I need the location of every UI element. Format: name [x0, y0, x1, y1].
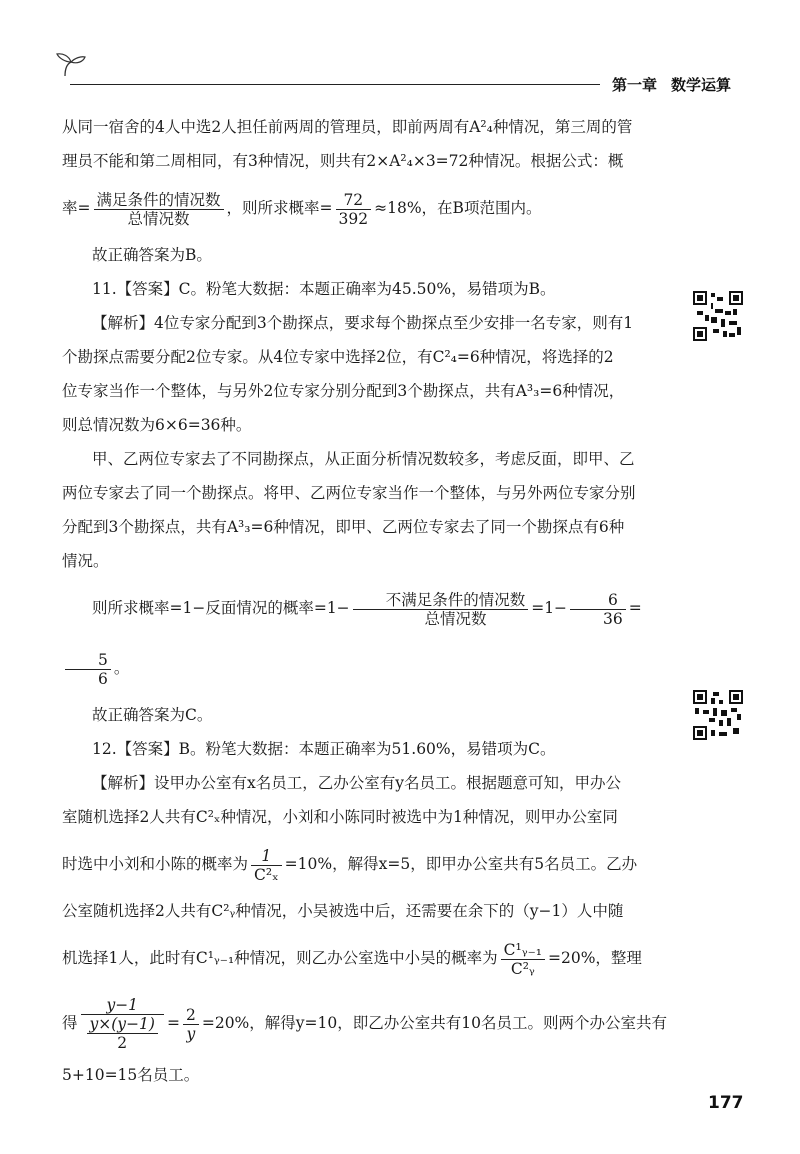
chapter-heading: [612, 74, 731, 95]
fraction: $\frac{\text{不满足条件的情况数}}{\text{总情况数}}$: [353, 591, 529, 628]
text-line: 【解析】4位专家分配到3个勘探点，要求每个勘探点至少安排一名专家，则有1: [92, 314, 634, 332]
fraction: $\frac{\text{C¹ᵧ₋₁}}{\text{C²ᵧ}}$: [501, 941, 545, 978]
fraction: $\frac{y-1}{\frac{y\times(y-1)}{2}}$: [81, 996, 164, 1052]
qr-code-icon[interactable]: [693, 690, 743, 740]
fraction: $\frac{72}{392}$: [336, 191, 372, 228]
fraction: $\frac{2}{y}$: [183, 1006, 199, 1043]
header-rule: [70, 84, 600, 85]
text-line: 公室随机选择2人共有C²ᵧ种情况，小吴被选中后，还需要在余下的（y−1）人中随: [62, 902, 624, 920]
page-header: [0, 0, 800, 100]
text-line: 故正确答案为B。: [92, 246, 212, 264]
text-line: 理员不能和第二周相同，有3种情况，则共有2×A²₄×3=72种情况。根据公式：概: [62, 152, 624, 170]
text-line: 故正确答案为C。: [92, 706, 213, 724]
fraction: $\frac{\text{满足条件的情况数}}{\text{总情况数}}$: [94, 191, 224, 228]
fraction: $\frac{5}{6}$: [65, 651, 111, 688]
text-line: 【解析】设甲办公室有x名员工，乙办公室有y名员工。根据题意可知，甲办公: [92, 774, 622, 792]
text-line: 两位专家去了同一个勘探点。将甲、乙两位专家当作一个整体，与另外两位专家分别: [62, 484, 636, 502]
text-line: 甲、乙两位专家去了不同勘探点，从正面分析情况数较多，考虑反面，即甲、乙: [92, 450, 635, 468]
chapter-number: 第一章: [612, 76, 658, 94]
text-line: 则总情况数为6×6=36种。: [62, 416, 252, 434]
formula-line: 时选中小刘和小陈的概率为 $\frac{1}{\text{C²ₓ}}$ =10%，解得x=5，即甲办公室共有5名员工。乙办: [62, 846, 638, 884]
fraction: $\frac{1}{\text{C²ₓ}}$: [251, 847, 282, 884]
text-line: 个勘探点需要分配2位专家。从4位专家中选择2位，有C²₄=6种情况，将选择的2: [62, 348, 614, 366]
sprout-icon: [55, 50, 95, 80]
text-line: 情况。: [62, 552, 109, 570]
text-line: 从同一宿舍的4人中选2人担任前两周的管理员，即前两周有A²₄种情况，第三周的管: [62, 118, 633, 136]
text-line: 室随机选择2人共有C²ₓ种情况，小刘和小陈同时被选中为1种情况，则甲办公室同: [62, 808, 618, 826]
formula-line: 机选择1人，此时有C¹ᵧ₋₁种情况，则乙办公室选中小吴的概率为 $\frac{\text{C¹ᵧ₋₁}}{\text{C²ᵧ}}$ =20%，整理: [62, 940, 642, 978]
nested-fraction: $\frac{y\times(y-1)}{2}$: [87, 1015, 158, 1052]
formula-line: 率= $\frac{\text{满足条件的情况数}}{\text{总情况数}}$ ，则所求概率= $\frac{72}{392}$ ≈18%，在B项范围内。: [62, 190, 542, 228]
page-number: 177: [708, 1093, 744, 1113]
chapter-title: 数学运算: [671, 76, 732, 94]
text-line: 5+10=15名员工。: [62, 1066, 200, 1084]
qr-code-icon[interactable]: [693, 291, 743, 341]
text-line: 分配到3个勘探点，共有A³₃=6种情况，即甲、乙两位专家去了同一个勘探点有6种: [62, 518, 625, 536]
page-content: [62, 110, 667, 1092]
answer-line: 11.【答案】C。粉笔大数据：本题正确率为45.50%，易错项为B。: [92, 280, 556, 298]
answer-line: 12.【答案】B。粉笔大数据：本题正确率为51.60%，易错项为C。: [92, 740, 556, 758]
formula-line: 则所求概率=1−反面情况的概率=1− $\frac{\text{不满足条件的情况数}}{\text{总情况数}}$ =1− $\frac{6}{36}$ = $\frac{5}{6}$ 。: [62, 578, 667, 698]
fraction: $\frac{6}{36}$: [570, 591, 626, 628]
formula-line: 得 $\frac{y-1}{\frac{y\times(y-1)}{2}}$ = $\frac{2}{y}$ =20%，解得y=10，即乙办公室共有10名员工。则两个办公室共有: [62, 996, 667, 1052]
text-line: 位专家当作一个整体，与另外2位专家分别分配到3个勘探点，共有A³₃=6种情况，: [62, 382, 625, 400]
